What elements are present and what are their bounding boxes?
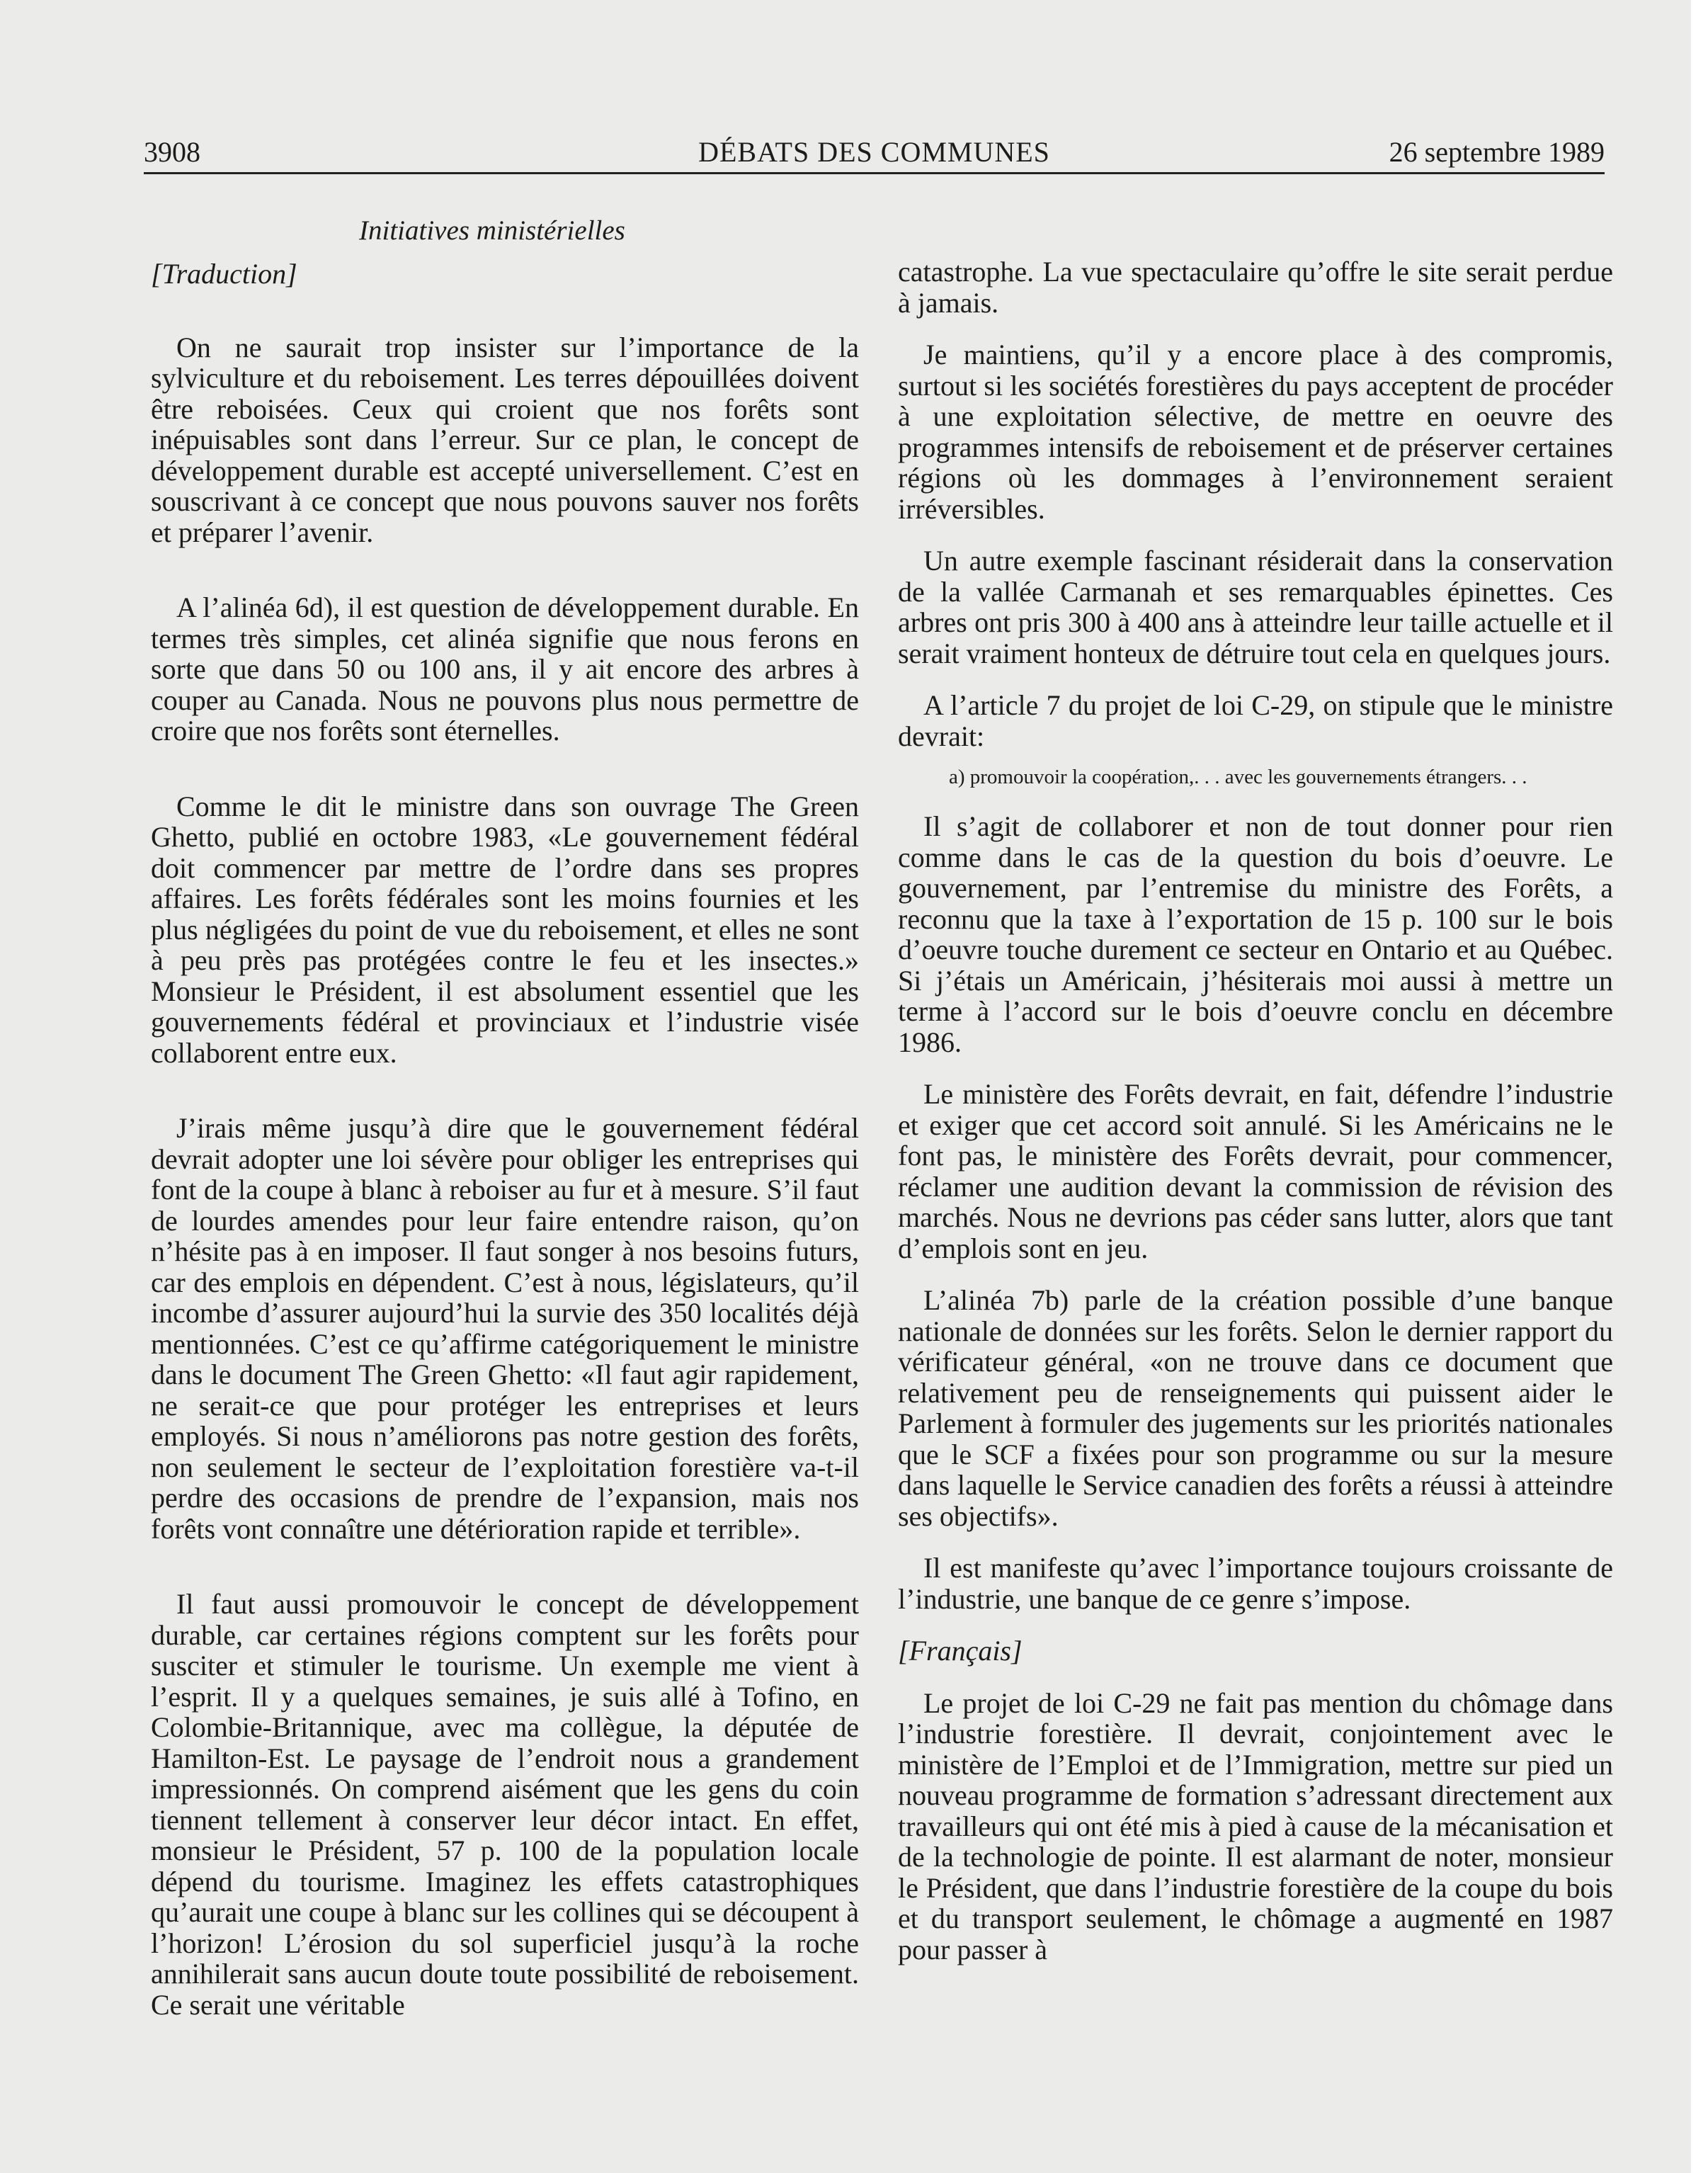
paragraph: Il est manifeste qu’avec l’importance toujours croissante de l’industrie, une banque de ce genre s’impose. [898,1552,1613,1615]
paragraph: Je maintiens, qu’il y a encore place à des compromis, surtout si les sociétés forestières du pays acceptent de procéder à une exploitation sélective, de mettre en oeuvre des programmes intensifs de reboisement et de préserver certaines régions où les dommages à l’environnement seraient irréversibles. [898,339,1613,525]
paragraph: L’alinéa 7b) parle de la création possible d’une banque nationale de données sur les forêts. Selon le dernier rapport du vérificateur général, «on ne trouve dans ce document que relativement peu de renseignements qui puissent aider le Parlement à formuler des jugements sur les priorités nationales que le SCF a fixées pour son programme ou sur la mesure dans laquelle le Service canadien des forêts a réussi à atteindre ses objectifs». [898,1284,1613,1532]
header-rule [144,172,1605,174]
paragraph: Un autre exemple fascinant résiderait dans la conservation de la vallée Carmanah et ses remarquables épinettes. Ces arbres ont pris 300 à 400 ans à atteindre leur taille actuelle et il serait vraiment honteux de détruire tout cela en quelques jours. [898,545,1613,669]
paragraph: Il faut aussi promouvoir le concept de développement durable, car certaines régions comptent sur les forêts pour susciter et stimuler le tourisme. Un exemple me vient à l’esprit. Il y a quelques semaines, je suis allé à Tofino, en Colombie-Britannique, avec ma collègue, la députée de Hamilton-Est. Le paysage de l’endroit nous a grandement impressionnés. On comprend aisément que les gens du coin tiennent tellement à conserver leur décor intact. En effet, monsieur le Président, 57 p. 100 de la population locale dépend du tourisme. Imaginez les effets catastrophiques qu’aurait une coupe à blanc sur les collines qui se découpent à l’horizon! L’érosion du sol superficiel jusqu’à la roche annihilerait sans aucun doute toute possibilité de reboisement. Ce serait une véritable [151,1588,859,2021]
paragraph: A l’article 7 du projet de loi C-29, on stipule que le ministre devrait: [898,689,1613,752]
right-column [898,256,1613,1986]
page-edge [1691,0,1708,2173]
language-tag: [Français] [898,1635,1023,1667]
block-quote: a) promouvoir la coopération,. . . avec les gouvernements étrangers. . . [949,766,1527,788]
publication-date: 26 septembre 1989 [1389,136,1605,168]
paragraph: J’irais même jusqu’à dire que le gouvernement fédéral devrait adopter une loi sévère pour obliger les entreprises qui font de la coupe à blanc à reboiser au fur et à mesure. S’il faut de lourdes amendes pour leur faire entendre raison, qu’on n’hésite pas à en imposer. Il faut songer à nos besoins futurs, car des emplois en dépendent. C’est à nous, législateurs, qu’il incombe d’assurer aujourd’hui la survie des 350 localités déjà mentionnées. C’est ce qu’affirme catégoriquement le ministre dans le document The Green Ghetto: «Il faut agir rapidement, ne serait-ce que pour protéger les entreprises et leurs employés. Si nous n’améliorons pas notre gestion des forêts, non seulement le secteur de l’exploitation forestière va-t-il perdre des occasions de prendre de l’expansion, mais nos forêts vont connaître une détérioration rapide et terrible». [151,1112,859,1545]
paragraph: Le ministère des Forêts devrait, en fait, défendre l’industrie et exiger que cet accord soit annulé. Si les Américains ne le font pas, le ministère des Forêts devrait, pour commencer, réclamer une audition devant la commission de révision des marchés. Nous ne devrions pas céder sans lutter, alors que tant d’emplois sont en jeu. [898,1078,1613,1264]
language-tag: [Traduction] [151,258,297,290]
paragraph: Il s’agit de collaborer et non de tout donner pour rien comme dans le cas de la question du bois d’oeuvre. Le gouvernement, par l’entremise du ministre des Forêts, a reconnu que la taxe à l’exportation de 15 p. 100 sur le bois d’oeuvre touche durement ce secteur en Ontario et au Québec. Si j’étais un Américain, j’hésiterais moi aussi à mettre un terme à l’accord sur le bois d’oeuvre conclu en décembre 1986. [898,810,1613,1058]
paragraph: Comme le dit le ministre dans son ouvrage The Green Ghetto, publié en octobre 1983, «Le gouvernement fédéral doit commencer par mettre de l’ordre dans ses propres affaires. Les forêts fédérales sont les moins fournies et les plus négligées du point de vue du reboisement, et elles ne sont à peu près pas protégées contre le feu et les insectes.» Monsieur le Président, il est absolument essentiel que les gouvernements fédéral et provinciaux et l’industrie visée collaborent entre eux. [151,790,859,1069]
left-column [151,259,859,2065]
paragraph: On ne saurait trop insister sur l’importance de la sylviculture et du reboisement. Les terres dépouillées doivent être reboisées. Ceux qui croient que nos forêts sont inépuisables sont dans l’erreur. Sur ce plan, le concept de développement durable est accepté universellement. C’est en souscrivant à ce concept que nous pouvons sauver nos forêts et préparer l’avenir. [151,331,859,548]
paragraph: A l’alinéa 6d), il est question de développement durable. En termes très simples, cet alinéa signifie que nous ferons en sorte que dans 50 ou 100 ans, il y ait encore des arbres à couper au Canada. Nous ne pouvons plus nous permettre de croire que nos forêts sont éternelles. [151,591,859,747]
paragraph: catastrophe. La vue spectaculaire qu’offre le site serait perdue à jamais. [898,256,1613,319]
publication-title: DÉBATS DES COMMUNES [698,136,1050,168]
page-header [144,132,1605,173]
section-title: Initiatives ministérielles [359,215,625,246]
paragraph: Le projet de loi C-29 ne fait pas mention du chômage dans l’industrie forestière. Il devrait, conjointement avec le ministère de l’Emploi et de l’Immigration, mettre sur pied un nouveau programme de formation s’adressant directement aux travailleurs qui ont été mis à pied à cause de la mécanisation et de la technologie de pointe. Il est alarmant de noter, monsieur le Président, que dans l’industrie forestière de la coupe du bois et du transport seulement, le chômage a augmenté en 1987 pour passer à [898,1686,1613,1965]
page-number: 3908 [144,136,200,168]
